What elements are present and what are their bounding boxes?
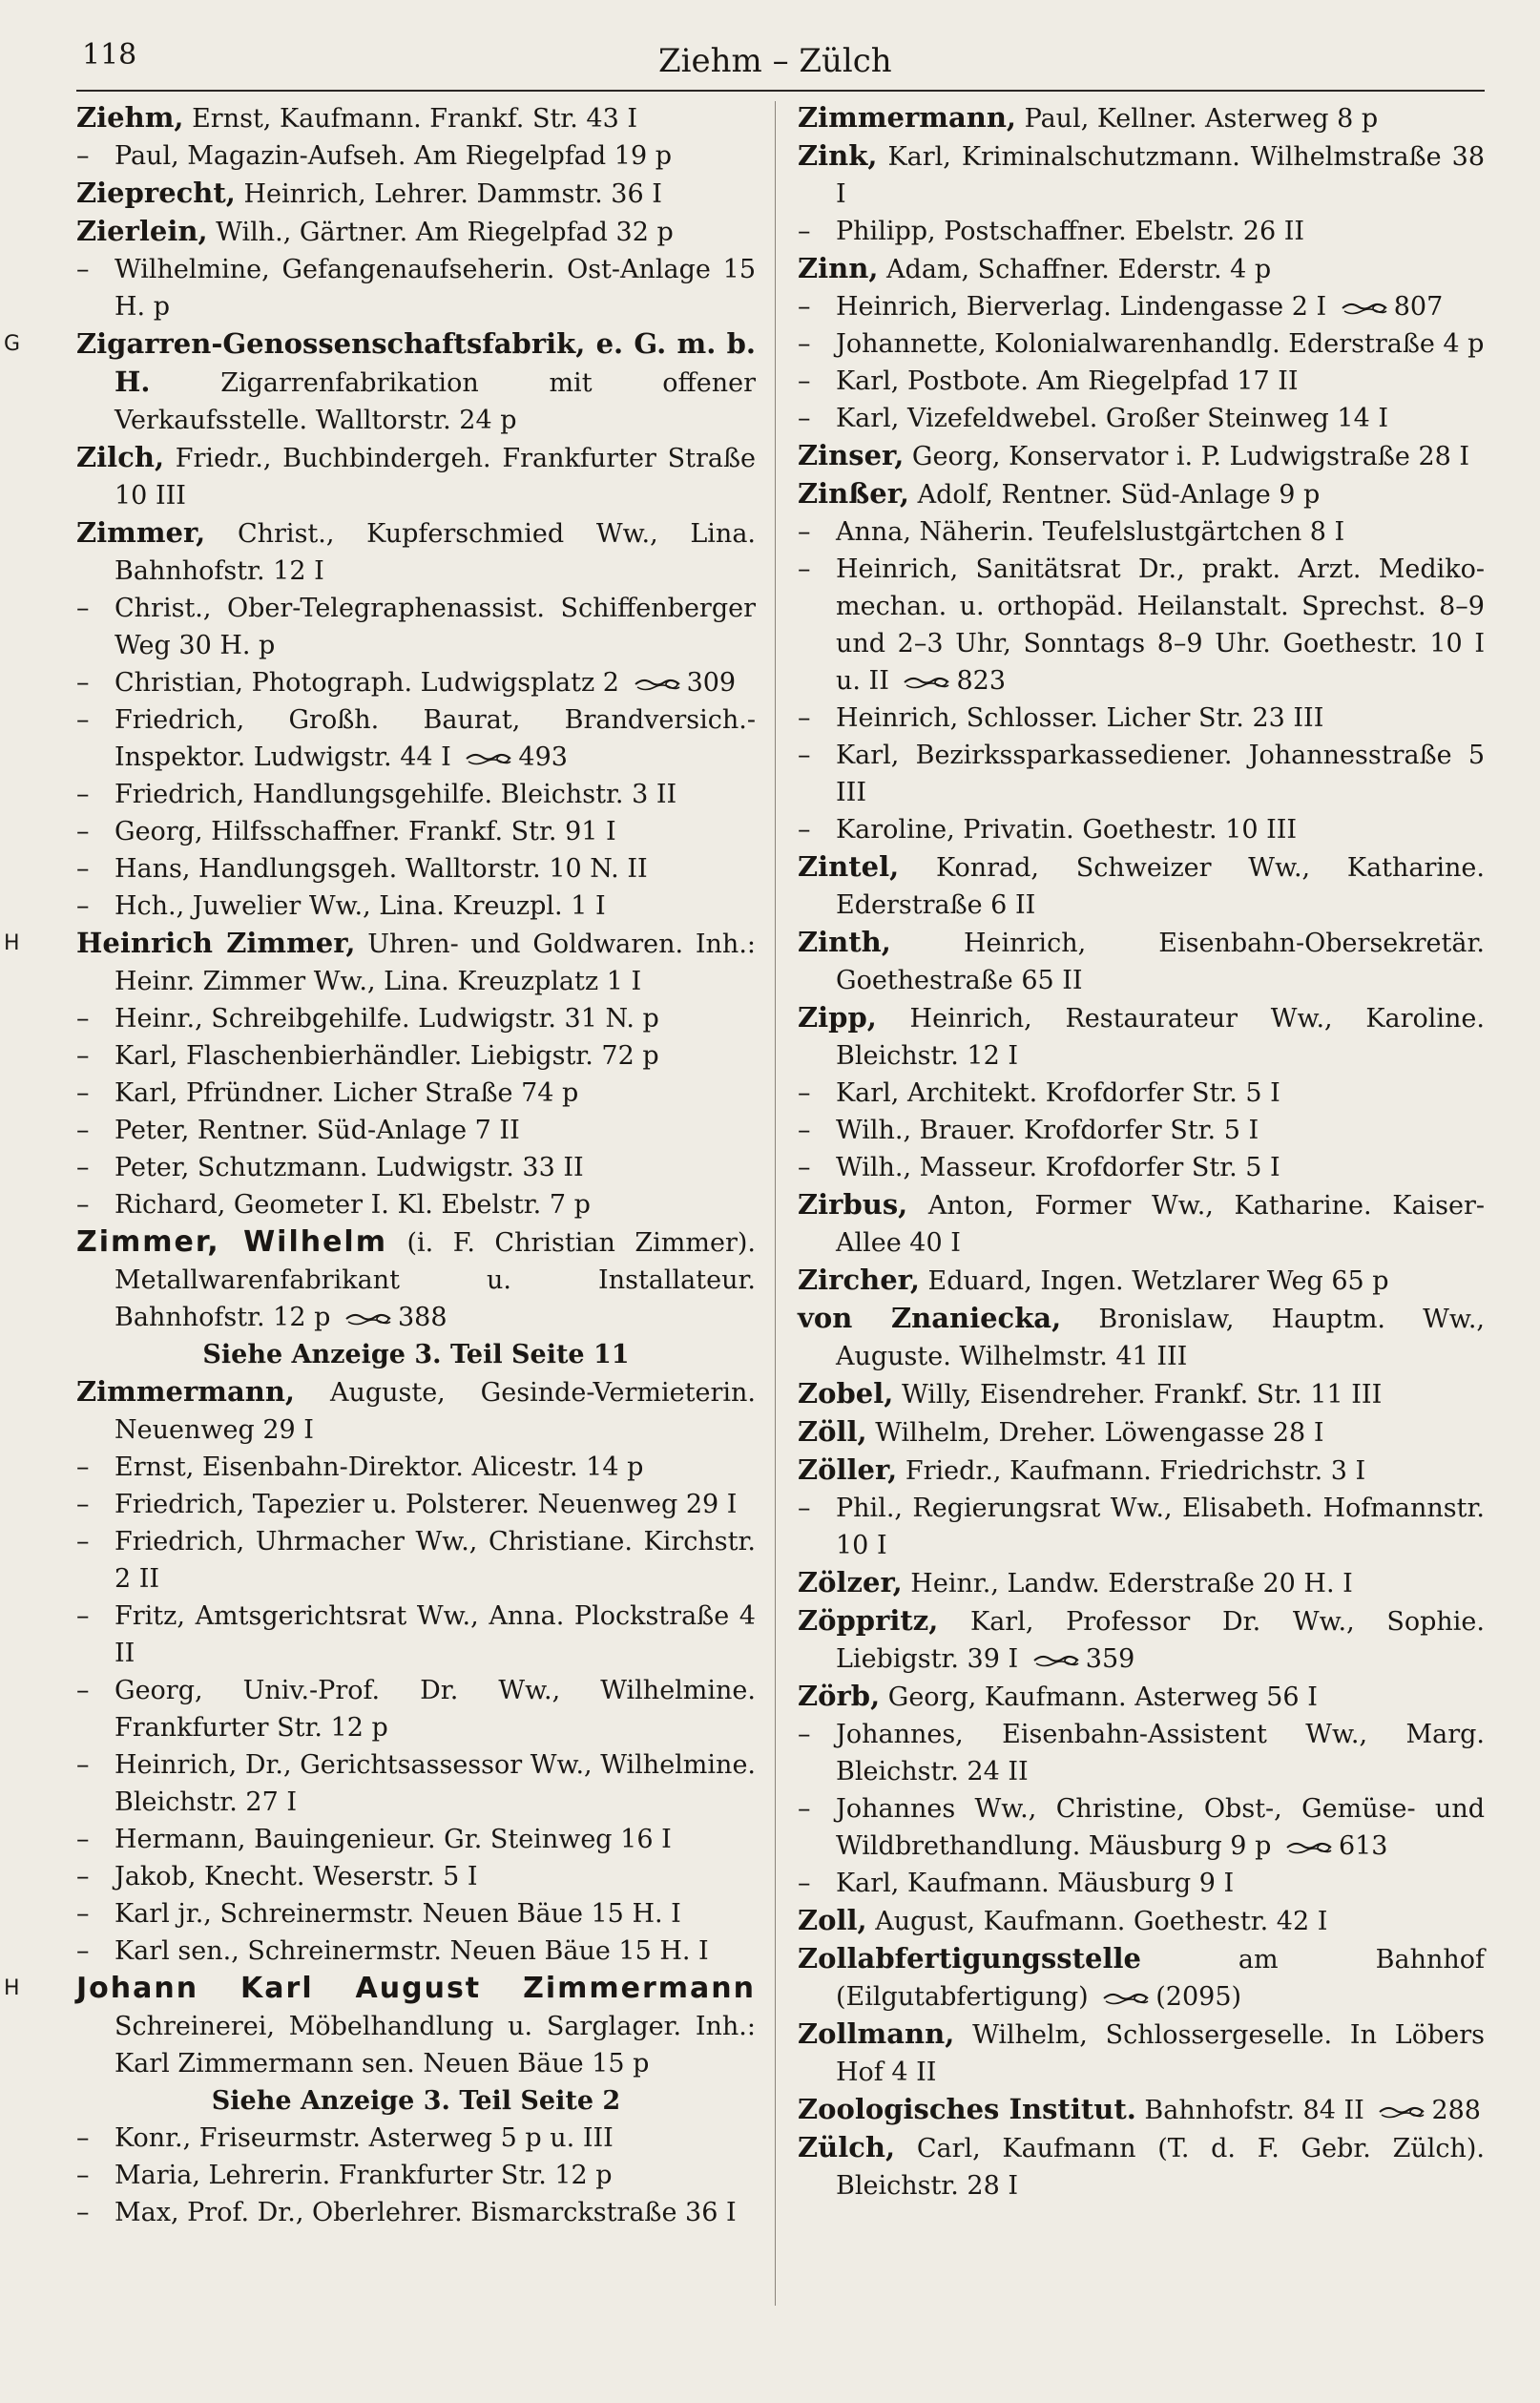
ditto-dash: –: [798, 1720, 811, 1749]
entry-text: Friedr., Buchbindergeh. Frankfurter Straße 10 III: [114, 444, 756, 511]
entry-text: Heinrich, Restaurateur Ww., Karoline. Bleichstr. 12 I: [836, 1004, 1485, 1071]
entry-name: Johann Karl August Zimmermann: [76, 1972, 756, 2005]
entry-text: Konrad, Schweizer Ww., Katharine. Ederstraße 6 II: [836, 853, 1485, 920]
entry-text: Fritz, Amtsgerichtsrat Ww., Anna. Plockstraße 4 II: [114, 1601, 756, 1668]
entry-text: Karl, Postbote. Am Riegelpfad 17 II: [836, 366, 1299, 396]
entry-name: Zörb,: [798, 1680, 881, 1712]
entry-text: Heinrich, Schlosser. Licher Str. 23 III: [836, 703, 1324, 733]
entry-text: Wilhelm, Dreher. Löwengasse 28 I: [866, 1418, 1324, 1448]
entry-text: Johannes Ww., Christine, Obst-, Gemüse- und Wildbrethandlung. Mäusburg 9 p: [836, 1794, 1485, 1861]
ditto-dash: –: [76, 817, 90, 846]
directory-entry: [798, 437, 1485, 475]
entry-text: Karl, Kriminalschutzmann. Wilhelmstraße 38 I: [836, 142, 1485, 209]
entry-text: Zigarrenfabrikation mit offener Verkaufsstelle. Walltorstr. 24 p: [114, 368, 756, 435]
entry-text: Karl, Bezirkssparkassediener. Johannesstraße 5 III: [836, 741, 1485, 807]
header-rule: [76, 90, 1485, 92]
entry-text: Eduard, Ingen. Wetzlarer Weg 65 p: [919, 1266, 1389, 1296]
directory-entry: H Johann Karl August Zimmermann Schreinerei, Möbelhandlung u. Sarglager. Inh.: Karl Zimmermann sen. Neuen Bäue 15 p: [4, 1972, 756, 2079]
entry-name: Zieprecht,: [76, 177, 236, 209]
entry-text: Maria, Lehrerin. Frankfurter Str. 12 p: [114, 2161, 613, 2190]
sub-entry: [798, 400, 1485, 437]
entry-text: Peter, Schutzmann. Ludwigstr. 33 II: [114, 1153, 584, 1182]
entry-text: Paul, Kellner. Asterweg 8 p: [1016, 104, 1379, 134]
entry-text: Ernst, Kaufmann. Frankf. Str. 43 I: [183, 104, 638, 134]
sub-entry: [798, 1490, 1485, 1564]
sub-entry: [76, 701, 756, 776]
entry-text: Phil., Regierungsrat Ww., Elisabeth. Hofmannstr. 10 I: [836, 1494, 1485, 1560]
sub-entry: [798, 1865, 1485, 1902]
entry-text: Wilh., Brauer. Krofdorfer Str. 5 I: [836, 1116, 1259, 1145]
entry-name: Zink,: [798, 139, 878, 172]
entry-text: Johannette, Kolonialwarenhandlg. Ederstraße 4 p: [836, 329, 1485, 359]
sub-entry: [798, 1716, 1485, 1790]
ditto-dash: –: [798, 1494, 811, 1523]
entry-text: Karl, Kaufmann. Mäusburg 9 I: [836, 1869, 1235, 1898]
entry-text: Heinrich, Bierverlag. Lindengasse 2 I: [836, 292, 1327, 322]
ditto-dash: –: [798, 404, 811, 433]
phone-number: 493: [518, 742, 568, 772]
ditto-dash: –: [798, 1153, 811, 1182]
sub-entry: [798, 513, 1485, 551]
directory-entry: [76, 213, 756, 251]
entry-name: Zoologisches Institut.: [798, 2093, 1136, 2125]
entry-text: Uhren- und Goldwaren. Inh.: Heinr. Zimmer Ww., Lina. Kreuzplatz 1 I: [114, 930, 756, 996]
entry-name: Zöll,: [798, 1415, 867, 1448]
entry-text: Anna, Näherin. Teufelslustgärtchen 8 I: [836, 517, 1345, 547]
entry-text: Karl jr., Schreinermstr. Neuen Bäue 15 H. I: [114, 1899, 681, 1929]
entry-name: Zollabfertigungsstelle: [798, 1942, 1141, 1975]
entry-name: Zimmermann,: [76, 1375, 296, 1408]
directory-entry: [798, 924, 1485, 999]
directory-entry: [76, 514, 756, 590]
ditto-dash: –: [76, 1190, 90, 1220]
ditto-dash: –: [798, 1794, 811, 1824]
directory-entry: [798, 1564, 1485, 1602]
entry-text: Friedrich, Uhrmacher Ww., Christiane. Kirchstr. 2 II: [114, 1527, 756, 1594]
ditto-dash: –: [798, 554, 811, 584]
entry-text: Adam, Schaffner. Ederstr. 4 p: [878, 255, 1272, 284]
advertisement-notice: Siehe Anzeige 3. Teil Seite 11: [202, 1340, 630, 1369]
sub-entry: [798, 551, 1485, 700]
ditto-dash: –: [76, 891, 90, 921]
ditto-dash: –: [76, 1153, 90, 1182]
directory-entry: [798, 137, 1485, 213]
directory-entry: [76, 1223, 756, 1336]
entry-name: Zöppritz,: [798, 1604, 939, 1637]
sub-entry: [76, 1075, 756, 1112]
directory-entry: [798, 250, 1485, 288]
entry-text: Karl, Architekt. Krofdorfer Str. 5 I: [836, 1078, 1280, 1108]
entry-text: Johannes, Eisenbahn-Assistent Ww., Marg. Bleichstr. 24 II: [836, 1720, 1485, 1787]
entry-name: Zinßer,: [798, 477, 910, 510]
sub-entry: [76, 888, 756, 925]
entry-name: Zimmer,: [76, 516, 206, 549]
telephone-icon: [1378, 2104, 1426, 2120]
entry-text: Heinrich, Lehrer. Dammstr. 36 I: [235, 179, 662, 209]
directory-entry: [798, 1452, 1485, 1490]
entry-text: Friedr., Kaufmann. Friedrichstr. 3 I: [897, 1456, 1366, 1486]
sub-entry: [798, 213, 1485, 250]
ditto-dash: –: [76, 1862, 90, 1891]
entry-name: Zinth,: [798, 926, 891, 958]
telephone-icon: [1102, 1991, 1150, 2006]
ditto-dash: –: [76, 1527, 90, 1557]
ditto-dash: –: [76, 255, 90, 284]
entry-text: Auguste, Gesinde-Vermieterin. Neuenweg 29 I: [114, 1378, 756, 1445]
sub-entry: [76, 1821, 756, 1858]
entry-text: Georg, Konservator i. P. Ludwigstraße 28 I: [904, 442, 1470, 471]
directory-entry: [798, 1413, 1485, 1452]
telephone-icon: [1285, 1840, 1333, 1855]
directory-entry: H Heinrich Zimmer, Uhren- und Goldwaren. Inh.: Heinr. Zimmer Ww., Lina. Kreuzplatz 1 I: [4, 927, 756, 996]
telephone-icon: [634, 677, 681, 692]
phone-number: 823: [956, 666, 1007, 696]
entry-name: Heinrich Zimmer,: [76, 927, 356, 959]
directory-entry: G Zigarren-Genossenschaftsfabrik, e. G. m. b. H. Zigarrenfabrikation mit offener Verkaufsstelle. Walltorstr. 24 p: [4, 327, 756, 435]
sub-entry: [76, 1933, 756, 1970]
entry-text: Karoline, Privatin. Goethestr. 10 III: [836, 815, 1298, 845]
entry-name: Zipp,: [798, 1001, 877, 1034]
entry-text: Heinr., Schreibgehilfe. Ludwigstr. 31 N. p: [114, 1004, 659, 1034]
entry-name: Zierlein,: [76, 215, 208, 247]
directory-entry: [798, 1902, 1485, 1940]
entry-name: Ziehm,: [76, 101, 184, 134]
entry-name: Zölzer,: [798, 1566, 903, 1599]
sub-entry: [76, 1598, 756, 1672]
entry-name: Zimmermann,: [798, 101, 1017, 134]
sub-entry: [798, 325, 1485, 363]
ditto-dash: –: [798, 703, 811, 733]
entry-name: Zülch,: [798, 2131, 896, 2163]
sub-entry: [798, 1790, 1485, 1865]
sub-entry: [798, 811, 1485, 848]
sub-entry: [798, 1149, 1485, 1186]
ditto-dash: –: [798, 329, 811, 359]
running-head: Ziehm – Zülch: [658, 42, 892, 80]
ditto-dash: –: [798, 815, 811, 845]
ditto-dash: –: [76, 1936, 90, 1966]
sub-entry: [76, 1449, 756, 1486]
sub-entry: [76, 1895, 756, 1933]
phone-number: 807: [1393, 292, 1444, 322]
sub-entry: [76, 1486, 756, 1523]
entry-text: Georg, Hilfsschaffner. Frankf. Str. 91 I: [114, 817, 616, 846]
sub-entry: [76, 1523, 756, 1598]
directory-entry: [798, 999, 1485, 1075]
page-header: [0, 0, 1540, 86]
entry-text: Ernst, Eisenbahn-Direktor. Alicestr. 14 p: [114, 1452, 644, 1482]
ditto-dash: –: [76, 2161, 90, 2190]
entry-text: Willy, Eisendreher. Frankf. Str. 11 III: [893, 1380, 1383, 1410]
telephone-icon: [903, 675, 950, 690]
ditto-dash: –: [76, 2198, 90, 2227]
entry-text: Bronislaw, Hauptm. Ww., Auguste. Wilhelmstr. 41 III: [836, 1305, 1486, 1371]
entry-name: Zinn,: [798, 252, 879, 284]
directory-entry: [76, 99, 756, 137]
entry-text: Friedrich, Handlungsgehilfe. Bleichstr. 3 II: [114, 780, 677, 809]
sub-entry: [798, 1112, 1485, 1149]
directory-entry: [798, 475, 1485, 513]
sub-entry: [76, 2157, 756, 2194]
column-divider: [775, 101, 776, 2306]
right-column: [798, 99, 1485, 2204]
ditto-dash: –: [76, 1116, 90, 1145]
entry-text: Hermann, Bauingenieur. Gr. Steinweg 16 I: [114, 1825, 672, 1854]
ditto-dash: –: [798, 366, 811, 396]
ditto-dash: –: [76, 1078, 90, 1108]
sub-entry: [76, 137, 756, 175]
entry-text: Peter, Rentner. Süd-Anlage 7 II: [114, 1116, 520, 1145]
phone-number: 288: [1431, 2096, 1481, 2125]
entry-text: am Bahnhof (Eilgutabfertigung): [836, 1945, 1485, 2012]
ditto-dash: –: [76, 1041, 90, 1071]
entry-text: Georg, Kaufmann. Asterweg 56 I: [880, 1682, 1318, 1712]
ditto-dash: –: [76, 705, 90, 735]
sub-entry: [798, 288, 1485, 325]
ditto-dash: –: [76, 1601, 90, 1631]
sub-entry: [76, 2120, 756, 2157]
entry-name: Zimmer, Wilhelm: [76, 1225, 387, 1259]
phone-number: 359: [1085, 1644, 1135, 1674]
entry-name: von Znaniecka,: [798, 1302, 1062, 1334]
directory-entry: [798, 1375, 1485, 1413]
sub-entry: [76, 590, 756, 664]
directory-entry: [798, 1262, 1485, 1300]
entry-text: Karl, Vizefeldwebel. Großer Steinweg 14 I: [836, 404, 1389, 433]
ditto-dash: –: [76, 1750, 90, 1780]
entry-name: Zircher,: [798, 1264, 920, 1296]
ditto-dash: –: [76, 594, 90, 623]
directory-entry: [798, 848, 1485, 924]
telephone-icon: [1032, 1653, 1080, 1668]
entry-text: Hans, Handlungsgeh. Walltorstr. 10 N. II: [114, 854, 648, 884]
entry-text: Konr., Friseurmstr. Asterweg 5 p u. III: [114, 2123, 614, 2153]
sub-entry: [76, 1112, 756, 1149]
ditto-dash: –: [76, 1825, 90, 1854]
sub-entry: [798, 363, 1485, 400]
sub-entry: [76, 813, 756, 850]
entry-text: Karl, Professor Dr. Ww., Sophie. Liebigstr. 39 I: [836, 1607, 1485, 1674]
phone-number: (2095): [1155, 1982, 1242, 2012]
directory-entry: [76, 1373, 756, 1449]
entry-name: Zintel,: [798, 850, 900, 883]
ditto-dash: –: [76, 141, 90, 171]
entry-name: Zöller,: [798, 1453, 898, 1486]
sub-entry: [76, 1672, 756, 1746]
directory-entry: [798, 1940, 1485, 2016]
phone-number: 613: [1338, 1831, 1388, 1861]
telephone-icon: [344, 1311, 392, 1327]
entry-text: Wilh., Gärtner. Am Riegelpfad 32 p: [207, 218, 674, 247]
sub-entry: [76, 1746, 756, 1821]
entry-text: Karl, Flaschenbierhändler. Liebigstr. 72 p: [114, 1041, 659, 1071]
directory-entry: [798, 1300, 1485, 1375]
directory-entry: [798, 1678, 1485, 1716]
phone-number: 388: [397, 1303, 447, 1332]
ditto-dash: –: [798, 1869, 811, 1898]
page-number: 118: [82, 38, 137, 72]
sub-entry: [76, 664, 756, 701]
ditto-dash: –: [76, 1676, 90, 1705]
ditto-dash: –: [76, 668, 90, 698]
entry-text: (i. F. Christian Zimmer). Metallwarenfabrikant u. Installateur. Bahnhofstr. 12 p: [114, 1228, 756, 1332]
ditto-dash: –: [76, 1899, 90, 1929]
entry-name: Zinser,: [798, 439, 905, 471]
ditto-dash: –: [76, 2123, 90, 2153]
sub-entry: [76, 1186, 756, 1223]
sub-entry: [76, 1858, 756, 1895]
directory-entry: [798, 2016, 1485, 2091]
directory-entry: [76, 175, 756, 213]
ditto-dash: –: [798, 217, 811, 246]
entry-name: Zoll,: [798, 1904, 867, 1936]
sub-entry: [76, 776, 756, 813]
entry-text: Wilh., Masseur. Krofdorfer Str. 5 I: [836, 1153, 1280, 1182]
entry-text: Hch., Juwelier Ww., Lina. Kreuzpl. 1 I: [114, 891, 606, 921]
entry-text: Schreinerei, Möbelhandlung u. Sarglager. Inh.: Karl Zimmermann sen. Neuen Bäue 15 p: [114, 2012, 756, 2079]
entry-text: Heinr., Landw. Ederstraße 20 H. I: [902, 1569, 1353, 1599]
ditto-dash: –: [798, 1116, 811, 1145]
entry-name: Zobel,: [798, 1377, 894, 1410]
directory-entry: [798, 99, 1485, 137]
sub-entry: [76, 1037, 756, 1075]
entry-name: Zigarren-Genossenschaftsfabrik, e. G. m. b. H.: [76, 327, 756, 398]
entry-text: Carl, Kaufmann (T. d. F. Gebr. Zülch). Bleichstr. 28 I: [836, 2134, 1485, 2201]
ditto-dash: –: [798, 741, 811, 770]
directory-entry: [798, 2091, 1485, 2129]
entry-text: Paul, Magazin-Aufseh. Am Riegelpfad 19 p: [114, 141, 672, 171]
telephone-icon: [1341, 301, 1388, 316]
ditto-dash: –: [798, 517, 811, 547]
advertisement-notice: Siehe Anzeige 3. Teil Seite 2: [211, 2086, 621, 2116]
directory-entry: [76, 439, 756, 514]
sub-entry: [798, 1075, 1485, 1112]
entry-text: Karl, Pfründner. Licher Straße 74 p: [114, 1078, 579, 1108]
entry-text: Christian, Photograph. Ludwigsplatz 2: [114, 668, 619, 698]
sub-entry: [798, 700, 1485, 737]
entry-text: Friedrich, Großh. Baurat, Brandversich.-Inspektor. Ludwigstr. 44 I: [114, 705, 756, 772]
ditto-dash: –: [76, 854, 90, 884]
left-column: [4, 99, 756, 2231]
entry-text: Heinrich, Eisenbahn-Obersekretär. Goethestraße 65 II: [836, 929, 1485, 995]
entry-text: Heinrich, Dr., Gerichtsassessor Ww., Wilhelmine. Bleichstr. 27 I: [114, 1750, 756, 1817]
entry-text: Anton, Former Ww., Katharine. Kaiser-Allee 40 I: [836, 1191, 1485, 1258]
entry-text: Christ., Kupferschmied Ww., Lina. Bahnhofstr. 12 I: [114, 519, 756, 586]
entry-text: Wilhelm, Schlossergeselle. In Löbers Hof 4 II: [836, 2020, 1485, 2087]
directory-entry: [798, 2129, 1485, 2204]
directory-entry: [798, 1186, 1485, 1262]
entry-text: Friedrich, Tapezier u. Polsterer. Neuenweg 29 I: [114, 1490, 738, 1519]
sub-entry: [76, 2194, 756, 2231]
ditto-dash: –: [76, 1004, 90, 1034]
ditto-dash: –: [76, 780, 90, 809]
entry-text: Richard, Geometer I. Kl. Ebelstr. 7 p: [114, 1190, 591, 1220]
sub-entry: [76, 1000, 756, 1037]
entry-text: Max, Prof. Dr., Oberlehrer. Bismarckstraße 36 I: [114, 2198, 737, 2227]
ditto-dash: –: [76, 1490, 90, 1519]
entry-name: Zollmann,: [798, 2017, 955, 2050]
entry-text: Heinrich, Sanitätsrat Dr., prakt. Arzt. Mediko-mechan. u. orthopäd. Heilanstalt. Sprechst. 8–9 und 2–3 Uhr, Sonntags 8–9 Uhr. Goethestr. 10 I u. II: [836, 554, 1485, 696]
entry-name: Zirbus,: [798, 1188, 908, 1221]
entry-text: Wilhelmine, Gefangenaufseherin. Ost-Anlage 15 H. p: [114, 255, 756, 322]
sub-entry: [76, 1149, 756, 1186]
sub-entry: [798, 737, 1485, 811]
entry-text: Karl sen., Schreinermstr. Neuen Bäue 15 H. I: [114, 1936, 709, 1966]
entry-text: Bahnhofstr. 84 II: [1135, 2096, 1364, 2125]
ditto-dash: –: [798, 1078, 811, 1108]
entry-text: Christ., Ober-Telegraphenassist. Schiffenberger Weg 30 H. p: [114, 594, 756, 660]
sub-entry: [76, 251, 756, 325]
directory-entry: [798, 1602, 1485, 1678]
entry-text: Georg, Univ.-Prof. Dr. Ww., Wilhelmine. Frankfurter Str. 12 p: [114, 1676, 756, 1743]
phone-number: 309: [686, 668, 737, 698]
entry-text: Jakob, Knecht. Weserstr. 5 I: [114, 1862, 478, 1891]
entry-text: Adolf, Rentner. Süd-Anlage 9 p: [909, 480, 1321, 510]
ditto-dash: –: [798, 292, 811, 322]
telephone-icon: [465, 751, 512, 766]
sub-entry: [76, 850, 756, 888]
entry-name: Zilch,: [76, 441, 165, 473]
ditto-dash: –: [76, 1452, 90, 1482]
entry-text: Philipp, Postschaffner. Ebelstr. 26 II: [836, 217, 1305, 246]
entry-text: August, Kaufmann. Goethestr. 42 I: [866, 1907, 1328, 1936]
